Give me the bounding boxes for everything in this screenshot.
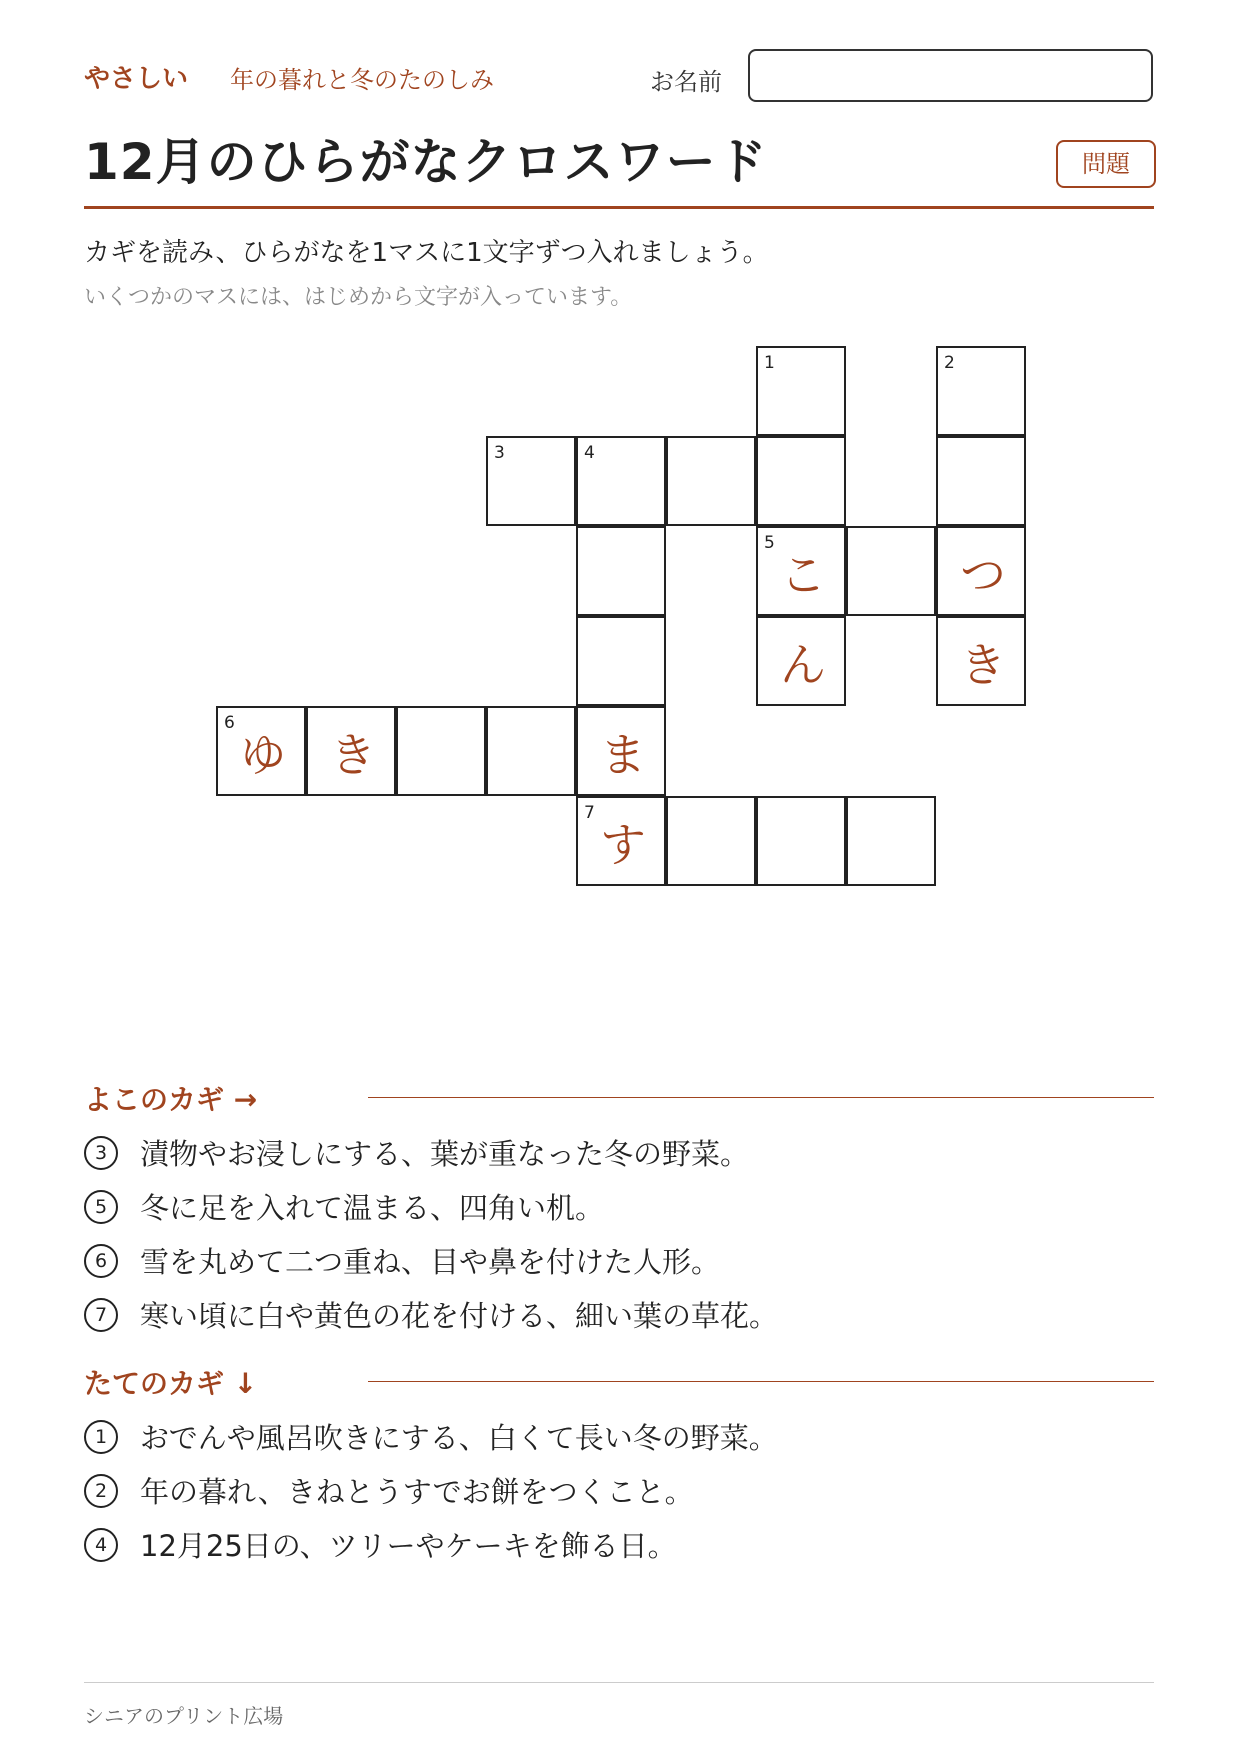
crossword-cell-empty[interactable] <box>756 436 846 526</box>
given-letter: ま <box>600 728 646 782</box>
crossword-cell-empty[interactable] <box>846 526 936 616</box>
crossword-cell-empty[interactable] <box>396 706 486 796</box>
across-clues-heading: よこのカギ → <box>84 1083 258 1116</box>
footer-divider <box>84 1682 1154 1683</box>
crossword-cell-empty[interactable] <box>486 706 576 796</box>
given-letter: こ <box>780 548 826 602</box>
clue-number-circle: 5 <box>84 1190 118 1224</box>
clue-number-circle: 1 <box>84 1420 118 1454</box>
clue-text: おでんや風呂吹きにする、白くて長い冬の野菜。 <box>140 1421 778 1455</box>
crossword-cell-empty[interactable] <box>576 616 666 706</box>
footer-site-name: シニアのプリント広場 <box>84 1704 284 1728</box>
problem-badge: 問題 <box>1056 140 1156 188</box>
given-letter: き <box>960 638 1006 692</box>
clue-number-circle: 4 <box>84 1528 118 1562</box>
crossword-cell-empty[interactable] <box>576 526 666 616</box>
crossword-cell-empty[interactable] <box>936 346 1026 436</box>
across-heading-rule <box>368 1097 1154 1098</box>
instruction-sub: いくつかのマスには、はじめから文字が入っています。 <box>84 285 633 310</box>
cell-clue-number: 6 <box>224 713 235 733</box>
cell-clue-number: 4 <box>584 443 595 463</box>
crossword-cell-empty[interactable] <box>846 796 936 886</box>
crossword-cell-empty[interactable] <box>756 346 846 436</box>
crossword-cell-filled[interactable] <box>306 706 396 796</box>
name-label: お名前 <box>650 68 722 96</box>
crossword-cell-filled[interactable] <box>936 616 1026 706</box>
clue-number-circle: 3 <box>84 1136 118 1170</box>
given-letter: す <box>600 818 646 872</box>
clue-number-circle: 2 <box>84 1474 118 1508</box>
cell-clue-number: 7 <box>584 803 595 823</box>
clue-number-circle: 6 <box>84 1244 118 1278</box>
down-heading-rule <box>368 1381 1154 1382</box>
clue-number-circle: 7 <box>84 1298 118 1332</box>
crossword-cell-empty[interactable] <box>576 436 666 526</box>
name-input-box[interactable] <box>748 49 1153 102</box>
crossword-cell-filled[interactable] <box>756 526 846 616</box>
title-divider <box>84 206 1154 209</box>
crossword-cell-filled[interactable] <box>576 796 666 886</box>
given-letter: つ <box>960 548 1006 602</box>
crossword-cell-empty[interactable] <box>756 796 846 886</box>
clue-text: 冬に足を入れて温まる、四角い机。 <box>140 1191 605 1225</box>
crossword-cell-filled[interactable] <box>576 706 666 796</box>
given-letter: ゆ <box>240 728 286 782</box>
crossword-cell-empty[interactable] <box>666 436 756 526</box>
cell-clue-number: 3 <box>494 443 505 463</box>
down-clues-heading: たてのカギ ↓ <box>84 1367 258 1400</box>
cell-clue-number: 1 <box>764 353 775 373</box>
page-title: 12月のひらがなクロスワード <box>84 133 768 191</box>
crossword-cell-empty[interactable] <box>936 436 1026 526</box>
crossword-cell-filled[interactable] <box>936 526 1026 616</box>
crossword-cell-filled[interactable] <box>756 616 846 706</box>
clue-text: 寒い頃に白や黄色の花を付ける、細い葉の草花。 <box>140 1299 779 1333</box>
clue-text: 雪を丸めて二つ重ね、目や鼻を付けた人形。 <box>140 1245 721 1279</box>
clue-text: 漬物やお浸しにする、葉が重なった冬の野菜。 <box>140 1137 750 1171</box>
clue-text: 年の暮れ、きねとうすでお餅をつくこと。 <box>140 1475 694 1509</box>
cell-clue-number: 5 <box>764 533 775 553</box>
difficulty-label: やさしい <box>84 64 189 94</box>
cell-clue-number: 2 <box>944 353 955 373</box>
given-letter: き <box>330 728 376 782</box>
crossword-cell-empty[interactable] <box>486 436 576 526</box>
given-letter: ん <box>780 638 826 692</box>
instruction-main: カギを読み、ひらがなを1マスに1文字ずつ入れましょう。 <box>84 238 769 268</box>
crossword-cell-filled[interactable] <box>216 706 306 796</box>
crossword-cell-empty[interactable] <box>666 796 756 886</box>
clue-text: 12月25日の、ツリーやケーキを飾る日。 <box>140 1529 677 1563</box>
theme-label: 年の暮れと冬のたのしみ <box>230 66 494 94</box>
